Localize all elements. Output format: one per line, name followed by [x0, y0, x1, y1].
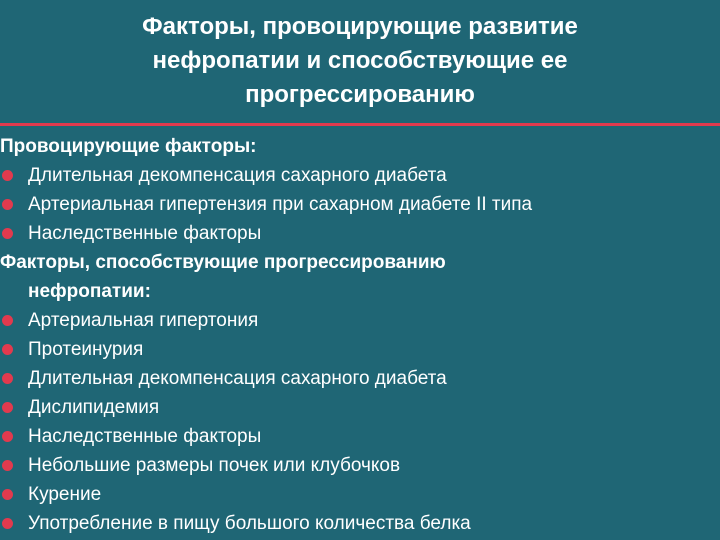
- list-item: [0, 422, 720, 451]
- list-item-text: Наследственные факторы: [28, 426, 262, 447]
- list-item-text: Дислипидемия: [28, 397, 160, 418]
- bullet-icon: [2, 228, 13, 239]
- list-item: [0, 335, 720, 364]
- list-item-text: Артериальная гипертония: [28, 310, 259, 331]
- title-divider: [0, 123, 720, 126]
- section-heading-provoking: Провоцирующие факторы:: [0, 136, 257, 157]
- slide-content: [0, 132, 720, 538]
- bullet-icon: [2, 373, 13, 384]
- section-heading-progression-cont: нефропатии:: [28, 281, 151, 302]
- list-item: [0, 509, 720, 538]
- title-line-3: прогрессированию: [245, 81, 475, 108]
- list-item-text: Курение: [28, 484, 102, 505]
- list-item: [0, 451, 720, 480]
- list-item: [0, 190, 720, 219]
- list-item-text: Протеинурия: [28, 339, 144, 360]
- title-line-1: Факторы, провоцирующие развитие: [142, 13, 578, 40]
- list-item-text: Длительная декомпенсация сахарного диабета: [28, 368, 447, 389]
- bullet-icon: [2, 460, 13, 471]
- list-item: [0, 364, 720, 393]
- list-item: [0, 219, 720, 248]
- list-item: [0, 393, 720, 422]
- list-item: [0, 306, 720, 335]
- list-item-text: Небольшие размеры почек или клубочков: [28, 455, 401, 476]
- bullet-icon: [2, 170, 13, 181]
- bullet-icon: [2, 518, 13, 529]
- bullet-icon: [2, 431, 13, 442]
- list-item-text: Наследственные факторы: [28, 223, 262, 244]
- list-item-text: Употребление в пищу большого количества белка: [28, 513, 471, 534]
- bullet-icon: [2, 489, 13, 500]
- slide-title: [60, 10, 660, 112]
- list-item: [0, 480, 720, 509]
- list-item-text: Артериальная гипертензия при сахарном диабете II типа: [28, 194, 533, 215]
- list-item-text: Длительная декомпенсация сахарного диабета: [28, 165, 447, 186]
- bullet-icon: [2, 315, 13, 326]
- bullet-icon: [2, 402, 13, 413]
- title-line-2: нефропатии и способствующие ее: [152, 47, 568, 74]
- bullet-icon: [2, 199, 13, 210]
- bullet-icon: [2, 344, 13, 355]
- list-item: [0, 161, 720, 190]
- section-heading-progression: Факторы, способствующие прогрессированию: [0, 252, 446, 273]
